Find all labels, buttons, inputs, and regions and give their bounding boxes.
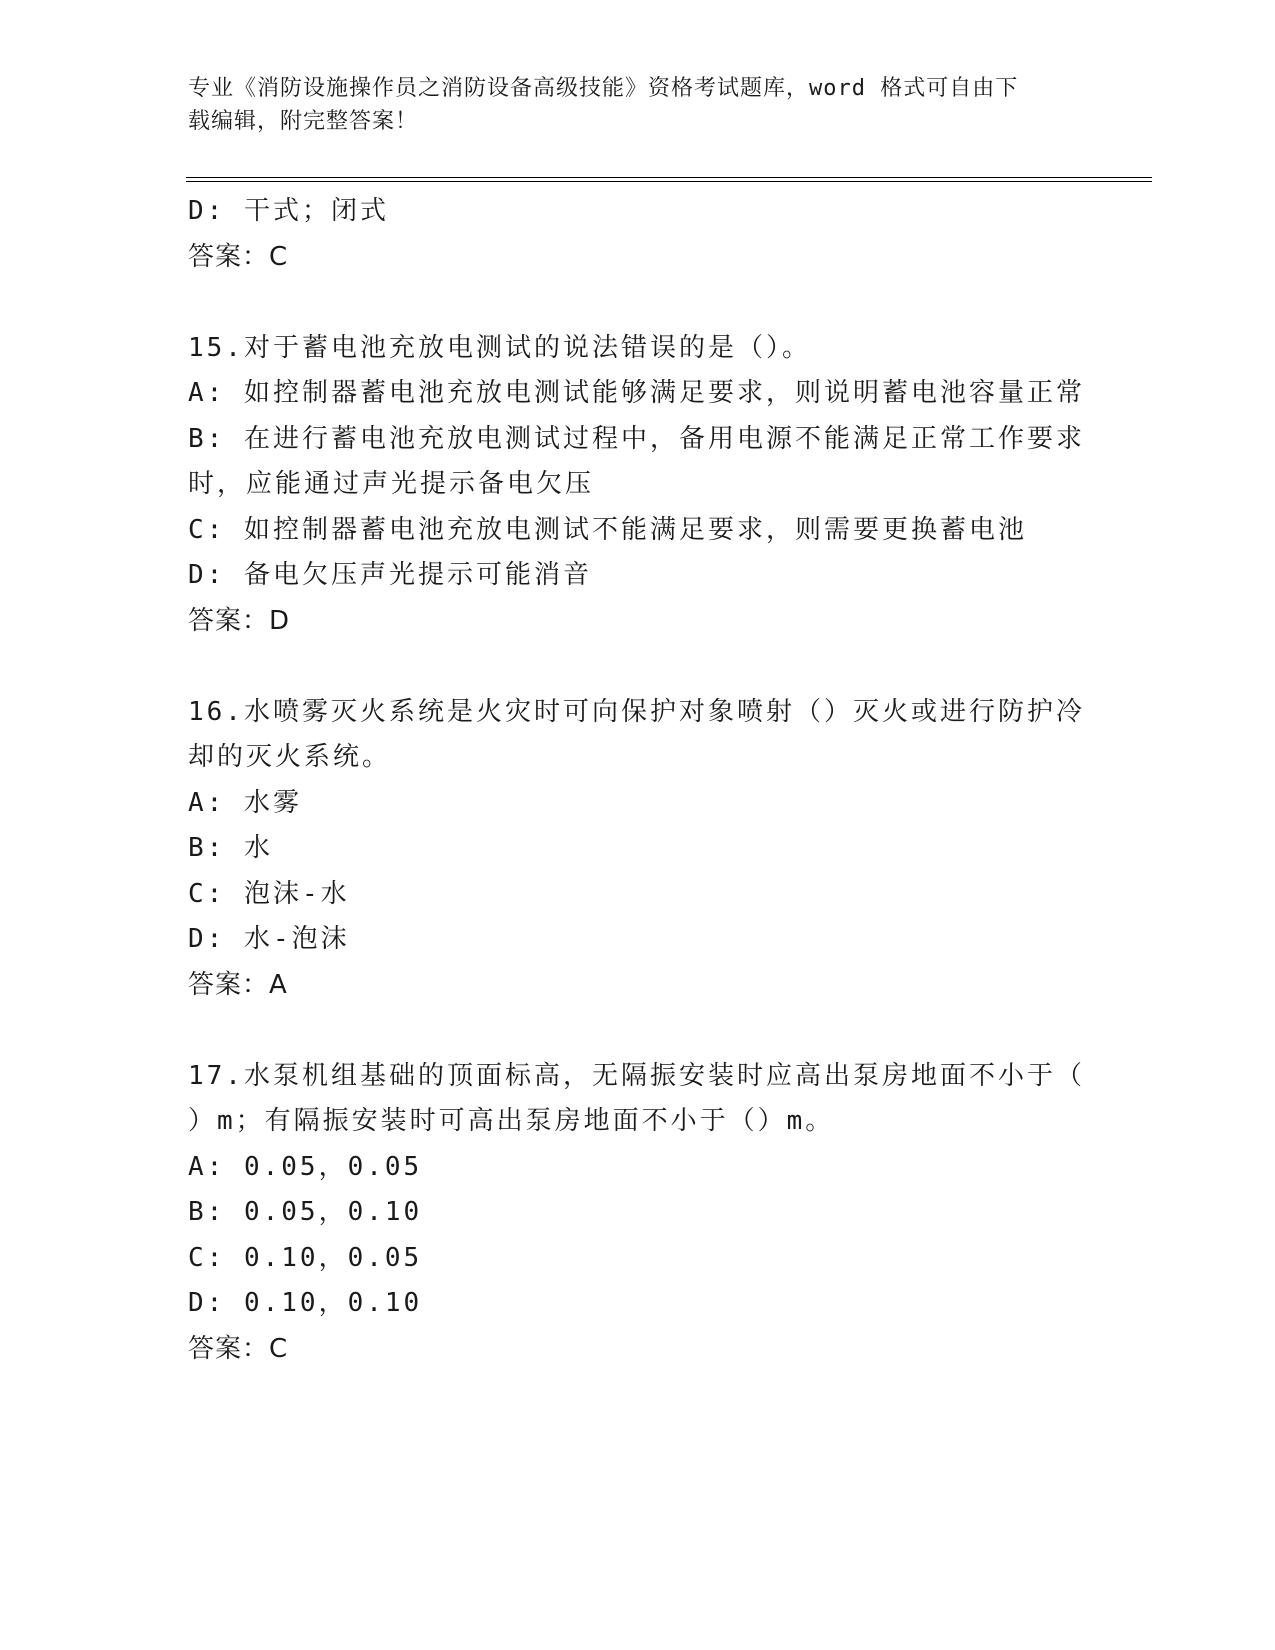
answer-line: 答案：C [188,1333,289,1364]
header-line-2: 载编辑，附完整答案！ [188,109,419,134]
question-stem: 16.水喷雾灭火系统是火灾时可向保护对象喷射（）灭火或进行防护冷 [188,696,1085,727]
question-stem-continued: ）m；有隔振安装时可高出泵房地面不小于（）m。 [188,1106,835,1136]
spacer [188,280,1088,326]
option-d: D: 0.10，0.10 [188,1288,423,1318]
answer-line: 答案：A [188,969,288,1000]
option-c: C: 如控制器蓄电池充放电测试不能满足要求，则需要更换蓄电池 [188,514,1027,545]
header-line-1: 专业《消防设施操作员之消防设备高级技能》资格考试题库，word 格式可自由下 [188,76,1019,101]
question-16 [188,690,1088,1009]
option-d: D: 备电欠压声光提示可能消音 [188,560,592,590]
option-b: B: 水 [188,833,273,863]
header-divider-bottom [186,181,1152,182]
option-d-continued: D: 干式；闭式 [188,196,389,226]
spacer [188,1008,1088,1054]
option-c: C: 泡沫-水 [188,878,350,909]
option-a: A: 水雾 [188,787,302,818]
option-d: D: 水-泡沫 [188,924,350,954]
question-17 [188,1054,1088,1373]
question-15 [188,326,1088,645]
document-header [188,72,1088,138]
question-content [188,189,1088,1372]
option-c: C: 0.10，0.05 [188,1242,423,1273]
question-stem: 15.对于蓄电池充放电测试的说法错误的是（）。 [188,332,811,363]
answer-line: 答案：C [188,241,289,272]
option-b-continued: 时，应能通过声光提示备电欠压 [188,469,595,499]
spacer [188,644,1088,690]
question-stem-continued: 却的灭火系统。 [188,742,392,772]
answer-line: 答案：D [188,605,291,636]
question-stem: 17.水泵机组基础的顶面标高，无隔振安装时应高出泵房地面不小于（ [188,1060,1085,1091]
header-divider-top [186,177,1152,178]
option-b: B: 在进行蓄电池充放电测试过程中，备用电源不能满足正常工作要求 [188,423,1085,454]
option-b: B: 0.05，0.10 [188,1197,423,1227]
option-a: A: 如控制器蓄电池充放电测试能够满足要求，则说明蓄电池容量正常 [188,378,1085,408]
option-a: A: 0.05，0.05 [188,1151,423,1182]
